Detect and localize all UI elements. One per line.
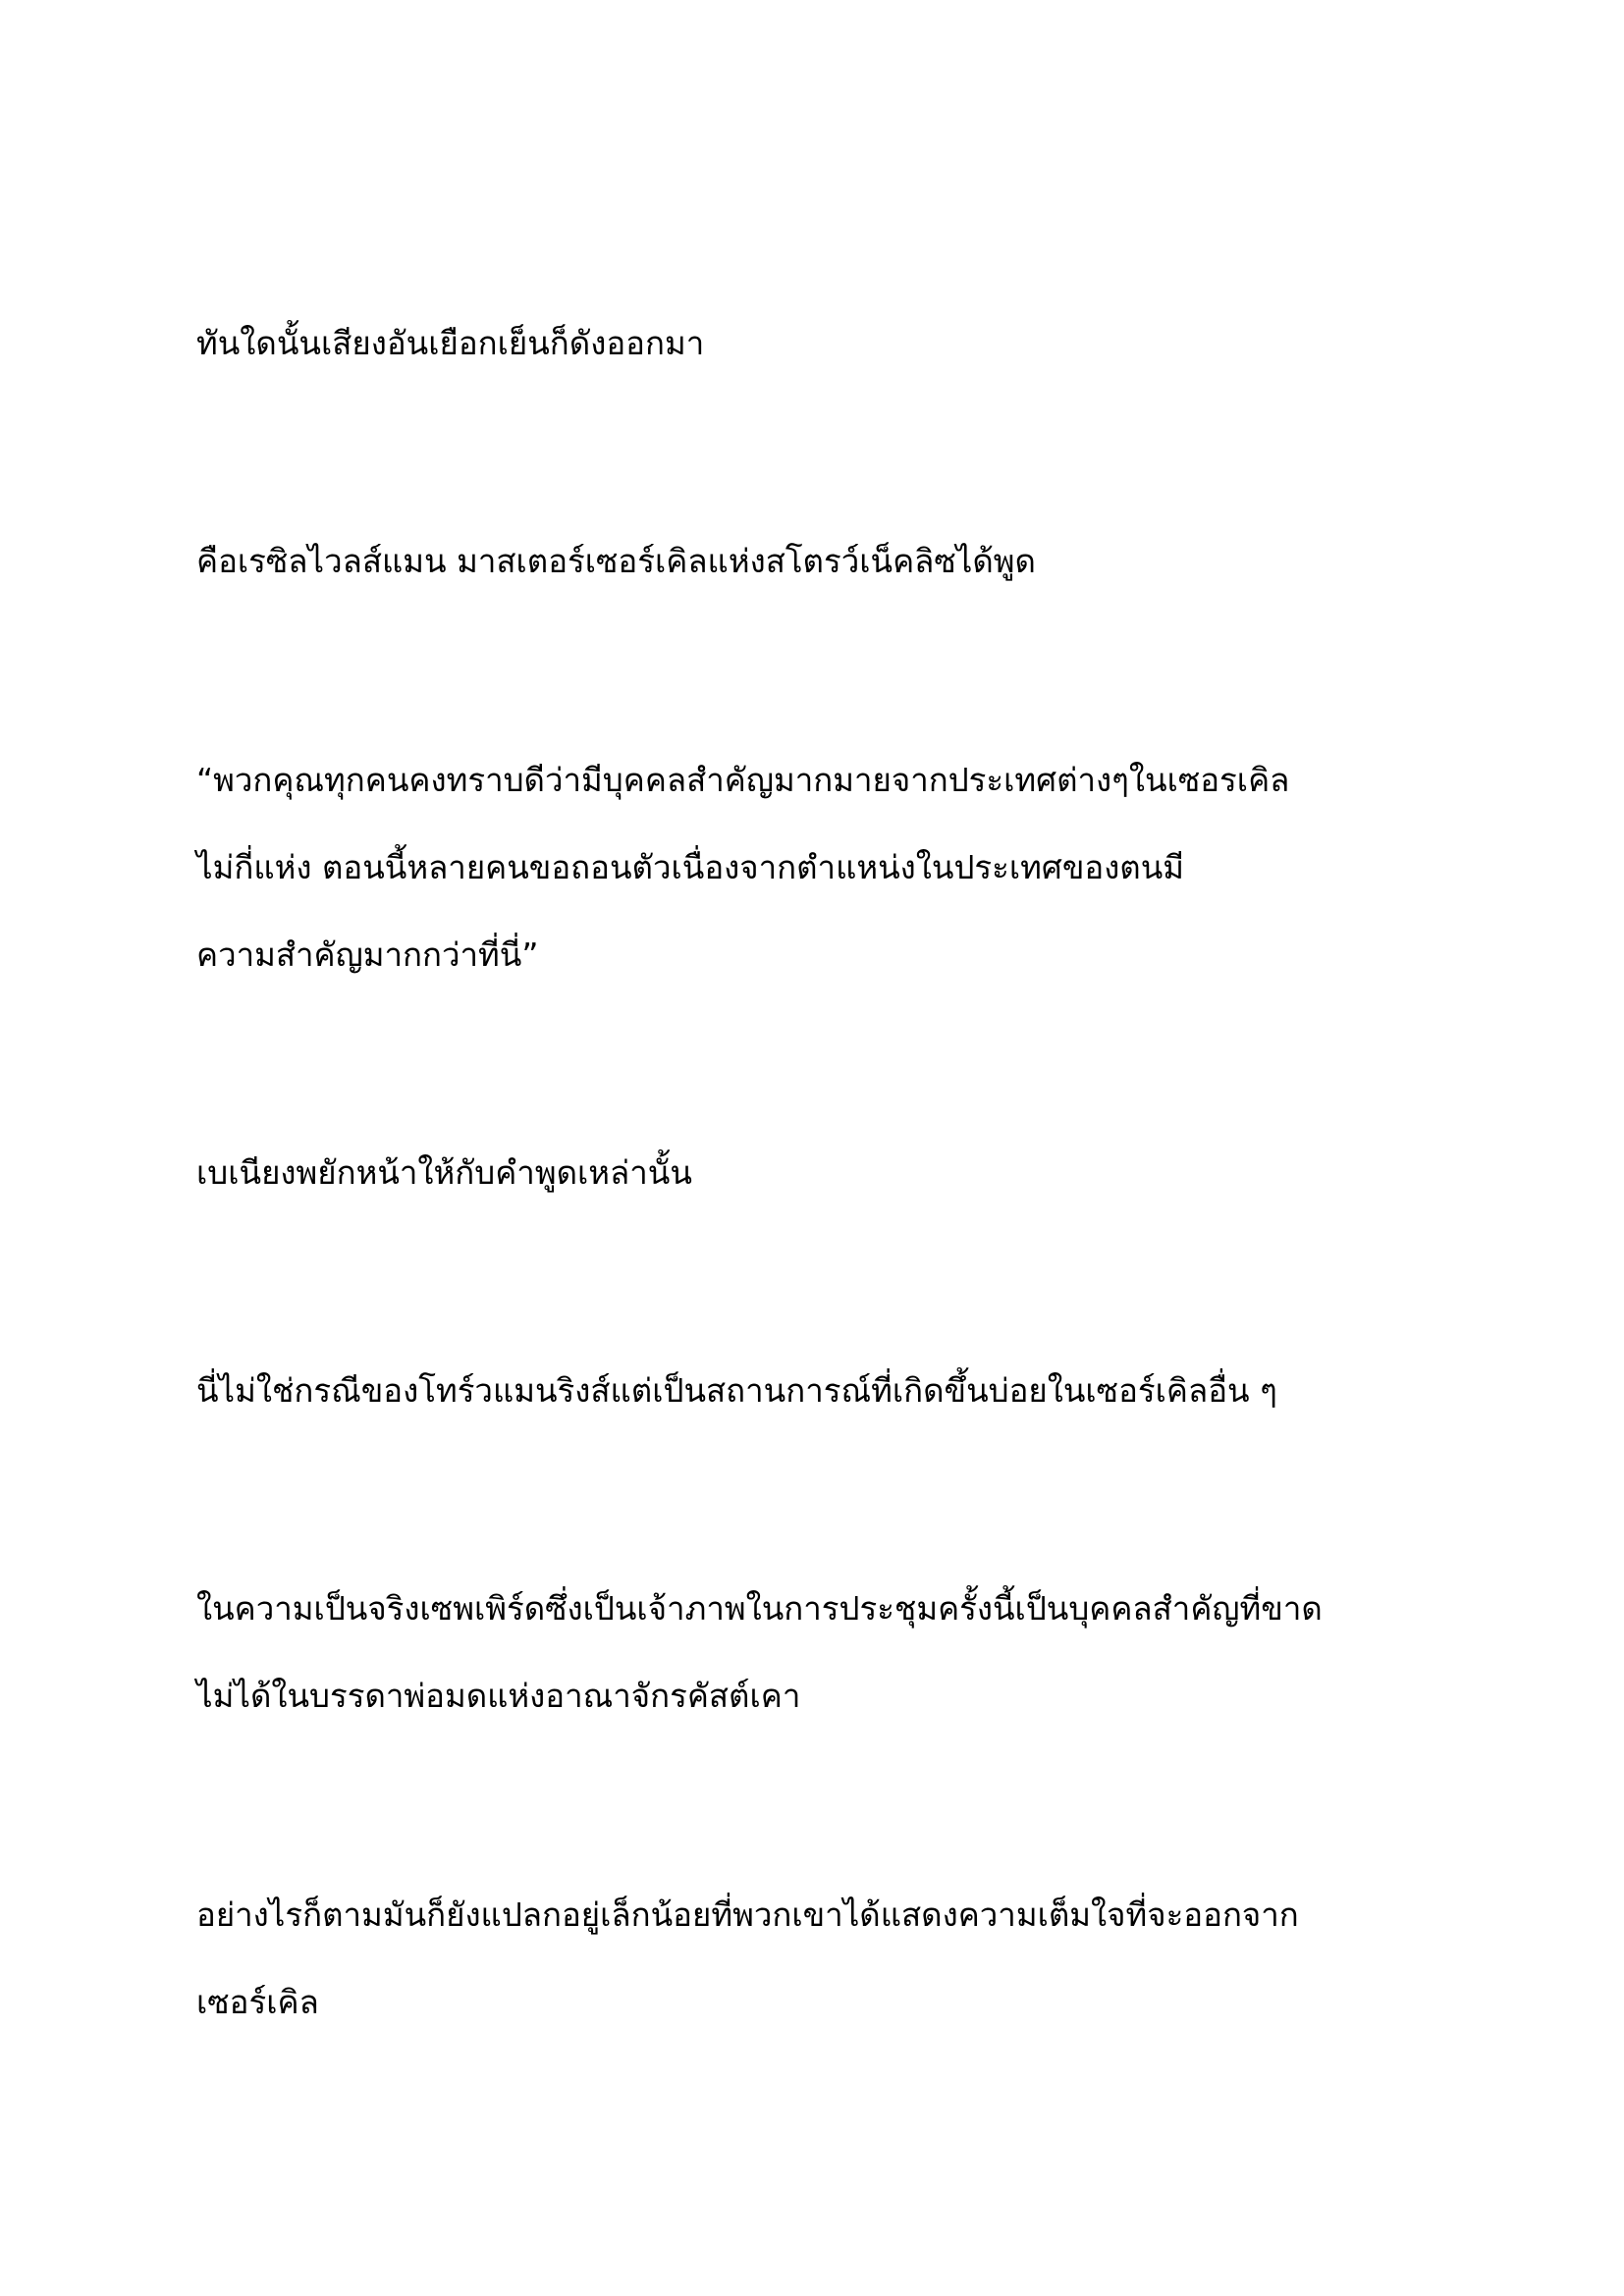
paragraph-line: ไม่ได้ในบรรดาพ่อมดแห่งอาณาจักรคัสต์เคา <box>196 1677 801 1715</box>
paragraph-7 <box>196 1871 1434 2046</box>
paragraph-line: ทันใดนั้นเสียงอันเยือกเย็นก็ดังออกมา <box>196 324 705 362</box>
paragraph-4 <box>196 1129 1434 1216</box>
paragraph-line: “พวกคุณทุกคนคงทราบดีว่ามีบุคคลสำคัญมากมายจากประเทศต่างๆในเซอรเคิล <box>196 761 1290 799</box>
paragraph-line: เบเนียงพยักหน้าให้กับคำพูดเหล่านั้น <box>196 1153 692 1192</box>
paragraph-line: ในความเป็นจริงเซพเพิร์ดซึ่งเป็นเจ้าภาพในการประชุมครั้งนี้เป็นบุคคลสำคัญที่ขาด <box>196 1589 1323 1628</box>
paragraph-3 <box>196 736 1434 998</box>
paragraph-1 <box>196 299 1434 387</box>
paragraph-6 <box>196 1565 1434 1739</box>
paragraph-5 <box>196 1347 1434 1434</box>
paragraph-2 <box>196 517 1434 605</box>
paragraph-line: ความสำคัญมากกว่าที่นี่” <box>196 935 539 974</box>
paragraph-line: อย่างไรก็ตามมันก็ยังแปลกอยู่เล็กน้อยที่พวกเขาได้แสดงความเต็มใจที่จะออกจาก <box>196 1896 1299 1934</box>
paragraph-line: นี่ไม่ใช่กรณีของโทร์วแมนริงส์แต่เป็นสถานการณ์ที่เกิดขึ้นบ่อยในเซอร์เคิลอื่น ๆ <box>196 1371 1277 1410</box>
paragraph-line: คือเรซิลไวลส์แมน มาสเตอร์เซอร์เคิลแห่งสโตรว์เน็คลิซได้พูด <box>196 542 1036 580</box>
paragraph-line: เซอร์เคิล <box>196 1983 319 2021</box>
paragraph-line: ไม่กี่แห่ง ตอนนี้หลายคนขอถอนตัวเนื่องจากตำแหน่งในประเทศของตนมี <box>196 848 1185 886</box>
